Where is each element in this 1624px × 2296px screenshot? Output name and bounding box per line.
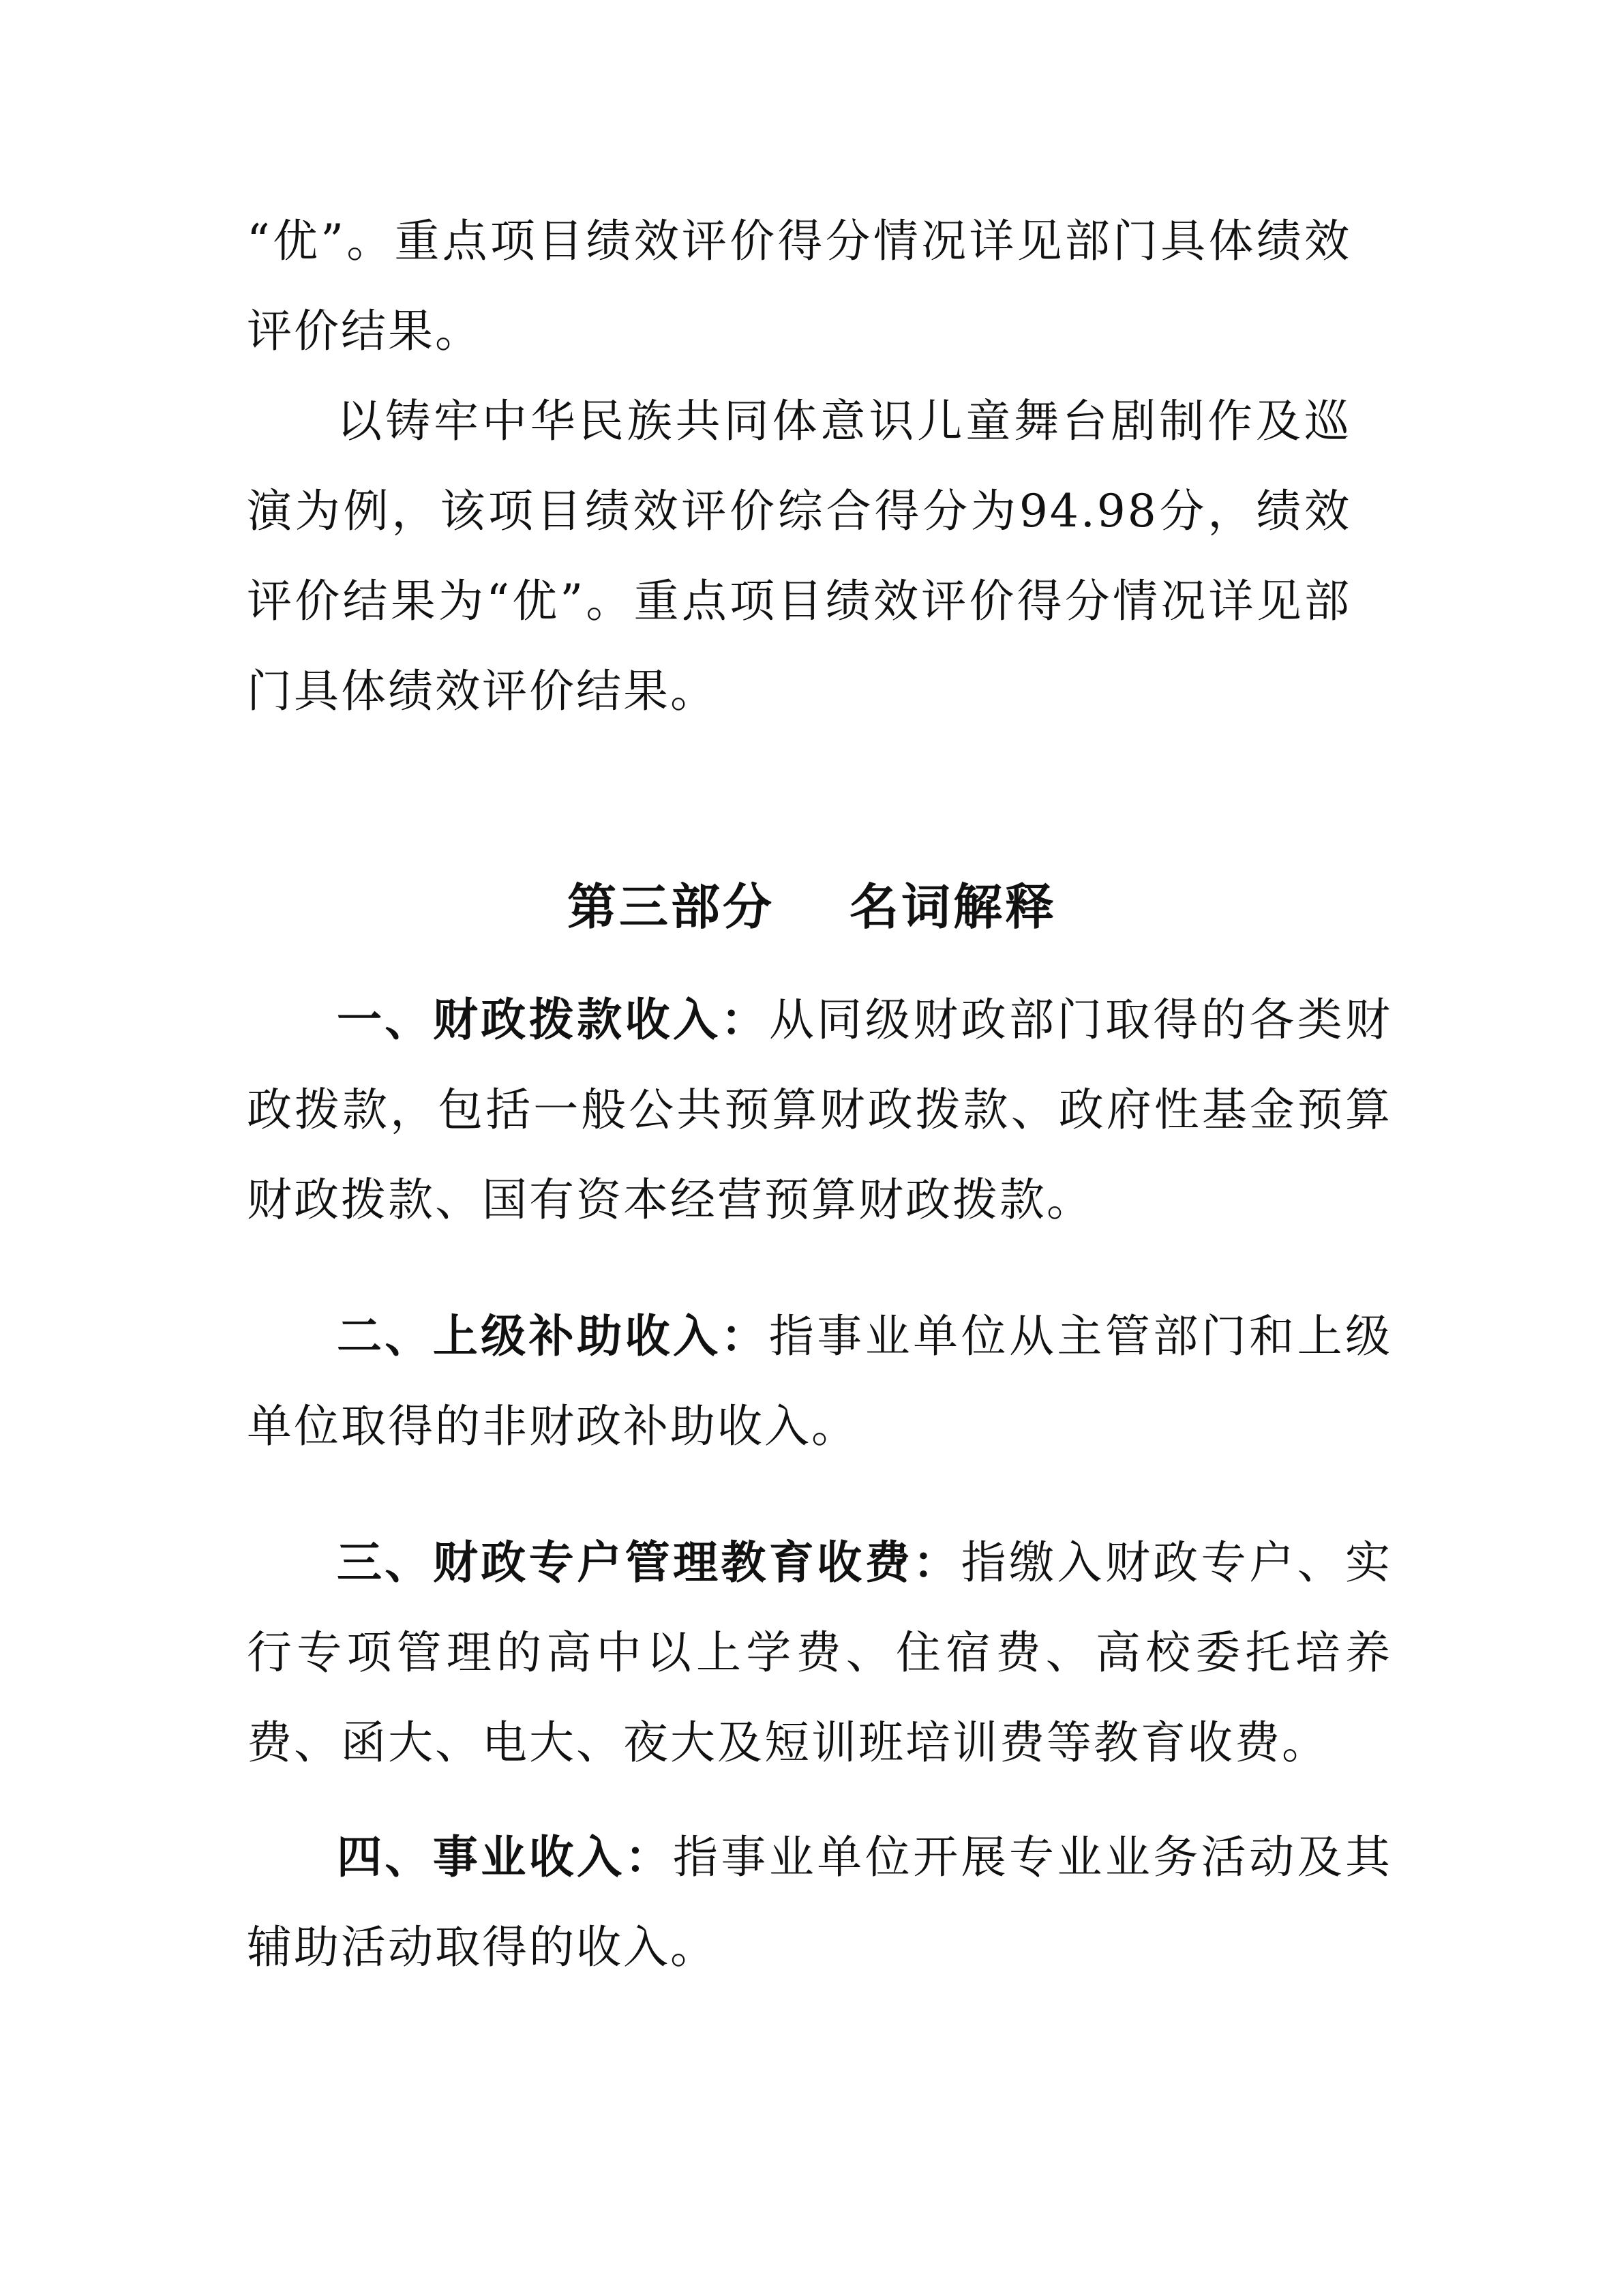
definition-term: 一、财政拨款收入： <box>337 994 769 1046</box>
definition-text: 从同级财政部门取得的各类财政拨款，包括一般公共预算财政拨款、政府性基金预算财政拨款、国有资本经营预算财政拨款。 <box>247 994 1393 1226</box>
definition-term: 四、事业收入： <box>337 1831 673 1883</box>
definition-term: 三、财政专户管理教育收费： <box>337 1536 961 1589</box>
section-heading <box>0 869 1624 944</box>
definition-term: 二、上级补助收入： <box>337 1310 769 1362</box>
section-title: 名词解释 <box>849 878 1057 936</box>
definition-text: 指事业单位开展专业业务活动及其辅助活动取得的收入。 <box>247 1831 1392 1973</box>
definition-fiscal-appropriation <box>247 975 1392 1245</box>
definition-business-income <box>247 1813 1392 1993</box>
definition-education-fees <box>247 1518 1392 1788</box>
paragraph-evaluation-result: “优”。重点项目绩效评价得分情况详见部门具体绩效评价结果。 <box>247 215 1351 357</box>
definition-superior-subsidy <box>247 1292 1392 1472</box>
section-part-label: 第三部分 <box>567 878 775 936</box>
paragraph-example-project: 以铸牢中华民族共同体意识儿童舞台剧制作及巡演为例，该项目绩效评价综合得分为94.98分，绩效评价结果为“优”。重点项目绩效评价得分情况详见部门具体绩效评价结果。 <box>247 395 1351 717</box>
definition-text: 指缴入财政专户、实行专项管理的高中以上学费、住宿费、高校委托培养费、函大、电大、夜大及短训班培训费等教育收费。 <box>247 1536 1393 1769</box>
definition-text: 指事业单位从主管部门和上级单位取得的非财政补助收入。 <box>247 1310 1393 1452</box>
